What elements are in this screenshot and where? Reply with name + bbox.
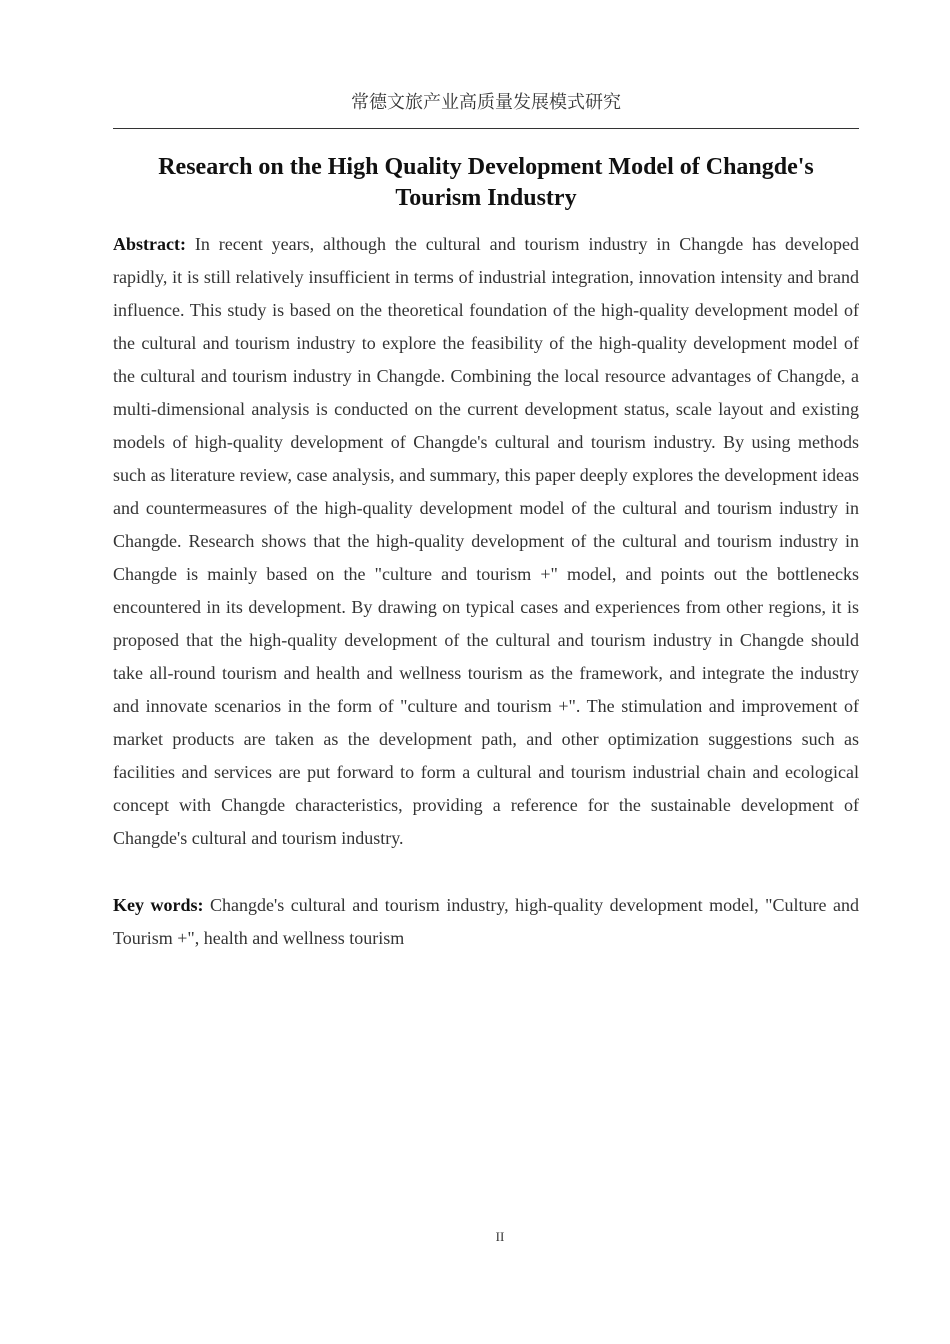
running-header: 常德文旅产业高质量发展模式研究 xyxy=(351,92,621,113)
keywords-label: Key words: xyxy=(113,895,204,915)
header-divider xyxy=(113,128,859,129)
keywords-paragraph xyxy=(113,889,859,955)
page-number: II xyxy=(495,1229,505,1244)
abstract-text: In recent years, although the cultural and tourism industry in Changde has developed rapidly, it is still relatively insufficient in terms of industrial integration, innovation intensity and brand influence. This study is based on the theoretical foundation of the high-quality development model of the cultural and tourism industry to explore the feasibility of the high-quality development model of the cultural and tourism industry in Changde. Combining the local resource advantages of Changde, a multi-dimensional analysis is conducted on the current development status, scale layout and existing models of high-quality development of Changde's cultural and tourism industry. By using methods such as literature review, case analysis, and summary, this paper deeply explores the development ideas and countermeasures of the high-quality development model of the cultural and tourism industry in Changde. Research shows that the high-quality development of the cultural and tourism industry in Changde is mainly based on the "culture and tourism +" model, and points out the bottlenecks encountered in its development. By drawing on typical cases and experiences from other regions, it is proposed that the high-quality development of the cultural and tourism industry in Changde should take all-round tourism and health and wellness tourism as the framework, and integrate the industry and innovate scenarios in the form of "culture and tourism +". The stimulation and improvement of market products are taken as the development path, and other optimization suggestions such as facilities and services are put forward to form a cultural and tourism industrial chain and ecological concept with Changde characteristics, providing a reference for the sustainable development of Changde's cultural and tourism industry. xyxy=(113,234,859,848)
abstract-paragraph xyxy=(113,228,859,855)
paper-title: Research on the High Quality Development Model of Changde's Tourism Industry xyxy=(158,154,814,211)
keywords-text: Changde's cultural and tourism industry, high-quality development model, "Culture and Tourism +", health and wellness tourism xyxy=(113,895,860,948)
abstract-label: Abstract: xyxy=(113,234,186,254)
